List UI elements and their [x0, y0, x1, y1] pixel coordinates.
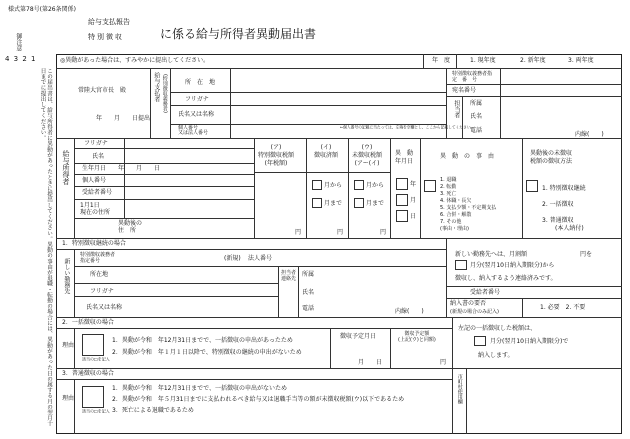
- sec2-yotei-gaku: 徴収予定額 (上記(ウ)と同額): [398, 331, 436, 343]
- sec3-line-3: 3．死亡による退職であるため: [112, 407, 194, 414]
- sec2-check-note: 該当の□を記入: [82, 357, 110, 362]
- payer-side-label: 給与支払者: [152, 72, 160, 102]
- to-label: 月まで: [324, 200, 343, 207]
- reason-note: (事由・理由): [440, 226, 469, 232]
- payer-address-label: 所 在 地: [185, 79, 216, 86]
- ido-day-box[interactable]: [396, 210, 408, 222]
- from-label: 月から: [324, 182, 343, 189]
- instruction-text: ◎異動があった場合は、すみやかに提出してください。: [60, 57, 210, 64]
- from-month-box-2[interactable]: [354, 180, 364, 190]
- sec2-right-1: 左記の一括徴収した税額は、: [458, 325, 537, 332]
- employee-birth-label: 生年月日 年 月 日: [82, 165, 161, 172]
- yen-i: 円: [337, 229, 344, 236]
- naisen-label: 内線( ): [575, 131, 604, 138]
- sec1-label: 1．特別徴収継続の場合: [62, 240, 126, 247]
- sec2-yen: 円: [440, 359, 447, 366]
- sec1-shitei: 特別徴収義務者 指定番号: [80, 252, 116, 264]
- from-label-2: 月から: [366, 182, 385, 189]
- to-month-box-2[interactable]: [354, 198, 364, 208]
- ido-year-label: 年: [410, 181, 417, 188]
- ido-day-label: 日: [410, 213, 417, 220]
- sec1-address: 所在地: [90, 271, 109, 278]
- reason-1[interactable]: 1. 退職: [440, 177, 457, 183]
- employee-furigana-label: フリガナ: [84, 140, 108, 147]
- sec1-right-1b: 円を: [580, 251, 593, 258]
- sec1-tanto: 担当者 連絡先: [281, 270, 297, 282]
- sec1-yohi[interactable]: 1. 必要 2. 不要: [540, 304, 586, 311]
- payer-name-label: 氏名又は名称: [178, 111, 215, 118]
- busho-label: 所属: [470, 100, 483, 107]
- sec1-ukeire-sub: (新規の場合のみ記入): [450, 309, 499, 315]
- submit-date[interactable]: 年 月 日提出: [96, 115, 151, 122]
- city-addressee: 常陸大宮市長 殿: [78, 87, 127, 94]
- col-u-header: (ウ) 未徴収税額 (アー(イ): [352, 144, 383, 167]
- ido-date-header: 異 動 年月日: [395, 150, 414, 165]
- ido-month-label: 月: [410, 197, 417, 204]
- sec1-denwa: 電話: [302, 305, 315, 312]
- denwa-label: 電話: [470, 127, 483, 134]
- method-3-sub: (本人納付): [555, 225, 584, 232]
- year-option-2[interactable]: 2. 新年度: [520, 57, 546, 64]
- sec3-line-2: 2．異動が令和 年５月31日までに支払われるべき給与又は退職手当等の額が未徴収税額(ウ)以下であるため: [112, 396, 405, 403]
- sec1-jukyu: 受給者番号: [470, 289, 501, 296]
- atena-label: 宛名番号: [452, 87, 477, 94]
- ido-jusho-label: 異動後の 住 所: [118, 220, 143, 234]
- employee-name-label: 氏名: [92, 153, 105, 160]
- sec1-right-2: 月分(翌月10日納入期限分)から: [470, 262, 555, 269]
- sec1-furigana: フリガナ: [90, 288, 114, 295]
- method-1[interactable]: 1. 特別徴収継続: [542, 185, 586, 192]
- jusho-label: 1月1日 現在の住所: [80, 202, 111, 216]
- sec1-side: 新しい勤務先: [62, 258, 70, 294]
- sec1-ukeire: 納入書の要否: [450, 300, 487, 307]
- employee-side-label: 給与所得者: [62, 150, 71, 185]
- sec3-line-1: 1．異動が令和 年12月31日までで、一括徴収の申出がないため: [112, 385, 287, 392]
- reason-3[interactable]: 3. 死亡: [440, 191, 457, 197]
- method-2[interactable]: 2. 一括徴収: [542, 201, 574, 208]
- sec2-md: 月 日: [358, 359, 383, 366]
- mynumber-note: ←個人番号の記載に当たっては、左端を空欄とし、ここから記載してください。: [340, 125, 475, 130]
- sec2-reason: 理由: [62, 342, 75, 349]
- yen-u: 円: [380, 229, 387, 236]
- method-header: 異動後の未徴収 税額の徴収方法: [530, 150, 573, 165]
- ido-year-box[interactable]: [396, 178, 408, 190]
- sec2-yotei: 徴収予定月日: [340, 333, 377, 340]
- employee-kojin-label: 個人番号: [82, 177, 107, 184]
- reason-7[interactable]: 7. その他: [440, 219, 462, 225]
- ido-month-box[interactable]: [396, 194, 408, 206]
- sec1-right-3: 徴収し、納入するよう連絡済みです。: [455, 275, 557, 282]
- reason-4[interactable]: 4. 休職・長欠: [440, 198, 472, 204]
- nendo-label: 年 度: [432, 57, 451, 64]
- sec1-shinki: (新規): [224, 255, 241, 262]
- sec2-right-2: 月分(翌月10日納入期限分)で: [490, 338, 569, 345]
- reason-checkbox[interactable]: [424, 180, 436, 192]
- sec2-reason-box[interactable]: [82, 334, 104, 356]
- sec3-reason-box[interactable]: [82, 386, 104, 408]
- reason-6[interactable]: 6. 合併・解散: [440, 212, 472, 218]
- method-3[interactable]: 3. 普通徴収: [542, 217, 574, 224]
- sec3-reason: 理由: [62, 395, 75, 402]
- reason-header: 異 動 の 事 由: [440, 153, 495, 160]
- year-option-1[interactable]: 1. 現年度: [470, 57, 496, 64]
- caution-code: 4 3 2 1: [5, 55, 37, 63]
- sec1-name: 氏名又は名称: [86, 304, 123, 311]
- sec1-hojin: 法人番号: [248, 255, 273, 262]
- caution-note: この届出書は、給与所得者に異動があったときに提出してください。異動の事由が退職・転勤の場合には、異動があった日の属する月の翌月十日までに提出してください。: [39, 68, 52, 427]
- sec1-shimei: 氏名: [302, 289, 315, 296]
- sec3-check-note: 該当の□を記入: [82, 409, 110, 414]
- from-month-box[interactable]: [312, 180, 322, 190]
- sec1-right-1: 新しい勤務先へは、月割額: [455, 251, 528, 258]
- payer-furigana-label: フリガナ: [185, 96, 209, 103]
- form-frame: [56, 54, 622, 434]
- reason-2[interactable]: 2. 転勤: [440, 184, 457, 190]
- shitei-label: 特別徴収義務者指 定 番 号: [452, 71, 498, 83]
- tanto-label: 担当者: [452, 100, 460, 118]
- sec2-label: 2．一括徴収の場合: [62, 319, 114, 326]
- caution-label: 御注意: [14, 33, 22, 51]
- sec1-busho: 所属: [302, 271, 315, 278]
- jukyu-label: 受給者番号: [82, 189, 113, 196]
- year-option-3[interactable]: 3. 両年度: [568, 57, 594, 64]
- sec3-side-note: 市町村使用欄: [456, 374, 463, 404]
- sec2-right-3: 納入します。: [478, 352, 514, 359]
- payer-number-label: 個人番号 又は法人番号: [178, 125, 209, 136]
- shimei-label: 氏名: [470, 113, 483, 120]
- sec2-line-2: 2．異動が令和 年１月１日以降で、特別徴収の継続の申出がないため: [112, 349, 302, 356]
- page-title: に係る給与所得者異動届出書: [160, 27, 317, 41]
- sec2-month-box[interactable]: [474, 336, 486, 346]
- reason-5[interactable]: 5. 支払少額・不定期支払: [440, 205, 497, 211]
- form-number: 様式第78号(第26条関係): [8, 6, 76, 13]
- sec2-line-1: 1．異動が令和 年12月31日までで、一括徴収の申出があったため: [112, 337, 293, 344]
- sec1-month-box[interactable]: [455, 260, 467, 270]
- payer-side-sub: (特別徴収義務者): [161, 74, 168, 113]
- yen-a: 円: [295, 229, 302, 236]
- title-part2: 特別徴収: [88, 33, 124, 41]
- method-checkbox[interactable]: [526, 180, 538, 192]
- sec3-label: 3．普通徴収の場合: [62, 370, 114, 377]
- sec1-naisen: 内線( ): [395, 308, 424, 315]
- col-i-header: (イ) 徴収済額: [314, 144, 339, 159]
- to-label-2: 月まで: [366, 200, 385, 207]
- to-month-box[interactable]: [312, 198, 322, 208]
- title-part1: 給与支払報告: [88, 18, 130, 26]
- col-a-header: (ア) 特別徴収税額 (年税額): [258, 144, 295, 167]
